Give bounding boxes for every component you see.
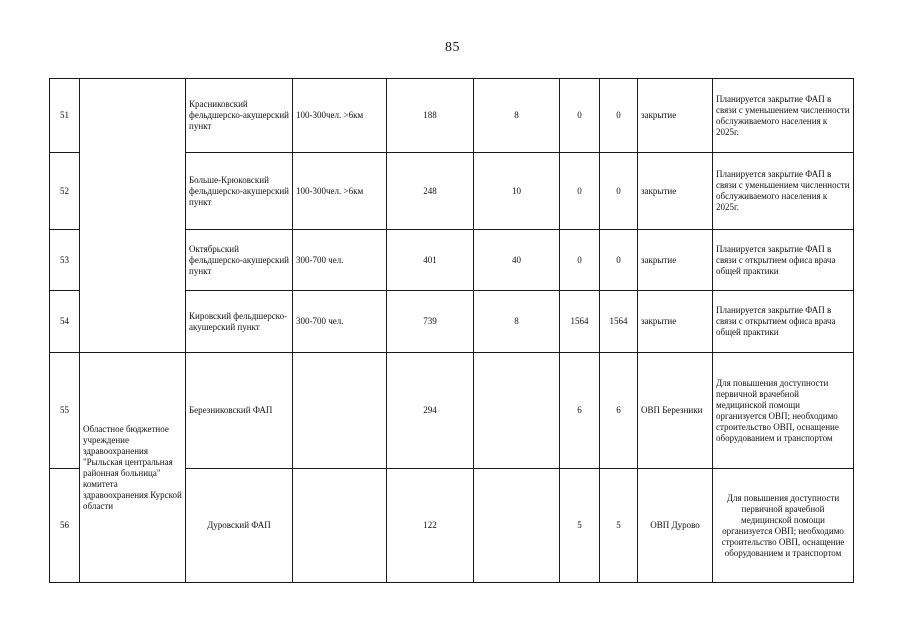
row-number: 55 xyxy=(50,353,80,469)
facility-name: Красниковский фельдшерско-акушерский пункт xyxy=(186,79,293,153)
facility-name: Октябрьский фельдшерско-акушерский пункт xyxy=(186,230,293,291)
distance-value: 8 xyxy=(474,79,560,153)
population-group: 300-700 чел. xyxy=(293,230,387,291)
distance-value xyxy=(474,353,560,469)
served-population: 122 xyxy=(387,469,474,583)
served-population: 401 xyxy=(387,230,474,291)
population-group: 300-700 чел. xyxy=(293,291,387,353)
population-group xyxy=(293,353,387,469)
table-row xyxy=(50,79,854,153)
population-group xyxy=(293,469,387,583)
served-population: 294 xyxy=(387,353,474,469)
planned-action: закрытие xyxy=(638,79,713,153)
action-note: Планируется закрытие ФАП в связи с открытием офиса врача общей практики xyxy=(713,230,854,291)
facility-name: Больше-Крюковский фельдшерско-акушерский пункт xyxy=(186,153,293,230)
population-group: 100-300чел. >6км xyxy=(293,79,387,153)
action-note: Планируется закрытие ФАП в связи с уменьшением численности обслуживаемого населения к 2025г. xyxy=(713,153,854,230)
value-2: 6 xyxy=(600,353,638,469)
row-number: 51 xyxy=(50,79,80,153)
value-2: 0 xyxy=(600,79,638,153)
population-group: 100-300чел. >6км xyxy=(293,153,387,230)
facilities-table xyxy=(49,78,854,583)
planned-action: ОВП Дурово xyxy=(638,469,713,583)
value-1: 5 xyxy=(560,469,600,583)
facility-name: Кировский фельдшерско-акушерский пункт xyxy=(186,291,293,353)
row-number: 56 xyxy=(50,469,80,583)
planned-action: закрытие xyxy=(638,291,713,353)
distance-value: 40 xyxy=(474,230,560,291)
value-2: 0 xyxy=(600,153,638,230)
table-row xyxy=(50,353,854,469)
distance-value: 8 xyxy=(474,291,560,353)
action-note: Планируется закрытие ФАП в связи с уменьшением численности обслуживаемого населения к 2025г. xyxy=(713,79,854,153)
value-1: 0 xyxy=(560,153,600,230)
row-number: 53 xyxy=(50,230,80,291)
facility-name: Дуровский ФАП xyxy=(186,469,293,583)
value-1: 6 xyxy=(560,353,600,469)
action-note: Для повышения доступности первичной врачебной медицинской помощи организуется ОВП; необходимо строительство ОВП, оснащение оборудованием и транспортом xyxy=(713,469,854,583)
row-number: 54 xyxy=(50,291,80,353)
value-2: 5 xyxy=(600,469,638,583)
value-1: 0 xyxy=(560,230,600,291)
facility-name: Березниковский ФАП xyxy=(186,353,293,469)
action-note: Планируется закрытие ФАП в связи с открытием офиса врача общей практики xyxy=(713,291,854,353)
distance-value xyxy=(474,469,560,583)
served-population: 248 xyxy=(387,153,474,230)
served-population: 188 xyxy=(387,79,474,153)
distance-value: 10 xyxy=(474,153,560,230)
planned-action: закрытие xyxy=(638,230,713,291)
value-1: 0 xyxy=(560,79,600,153)
value-2: 1564 xyxy=(600,291,638,353)
served-population: 739 xyxy=(387,291,474,353)
value-2: 0 xyxy=(600,230,638,291)
action-note: Для повышения доступности первичной врачебной медицинской помощи организуется ОВП; необходимо строительство ОВП, оснащение оборудованием и транспортом xyxy=(713,353,854,469)
planned-action: ОВП Березники xyxy=(638,353,713,469)
organization-cell xyxy=(80,79,186,353)
planned-action: закрытие xyxy=(638,153,713,230)
organization-cell: Областное бюджетное учреждение здравоохранения "Рыльская центральная районная больница" комитета здравоохранения Курской области xyxy=(80,353,186,583)
value-1: 1564 xyxy=(560,291,600,353)
row-number: 52 xyxy=(50,153,80,230)
page-number: 85 xyxy=(445,40,460,55)
